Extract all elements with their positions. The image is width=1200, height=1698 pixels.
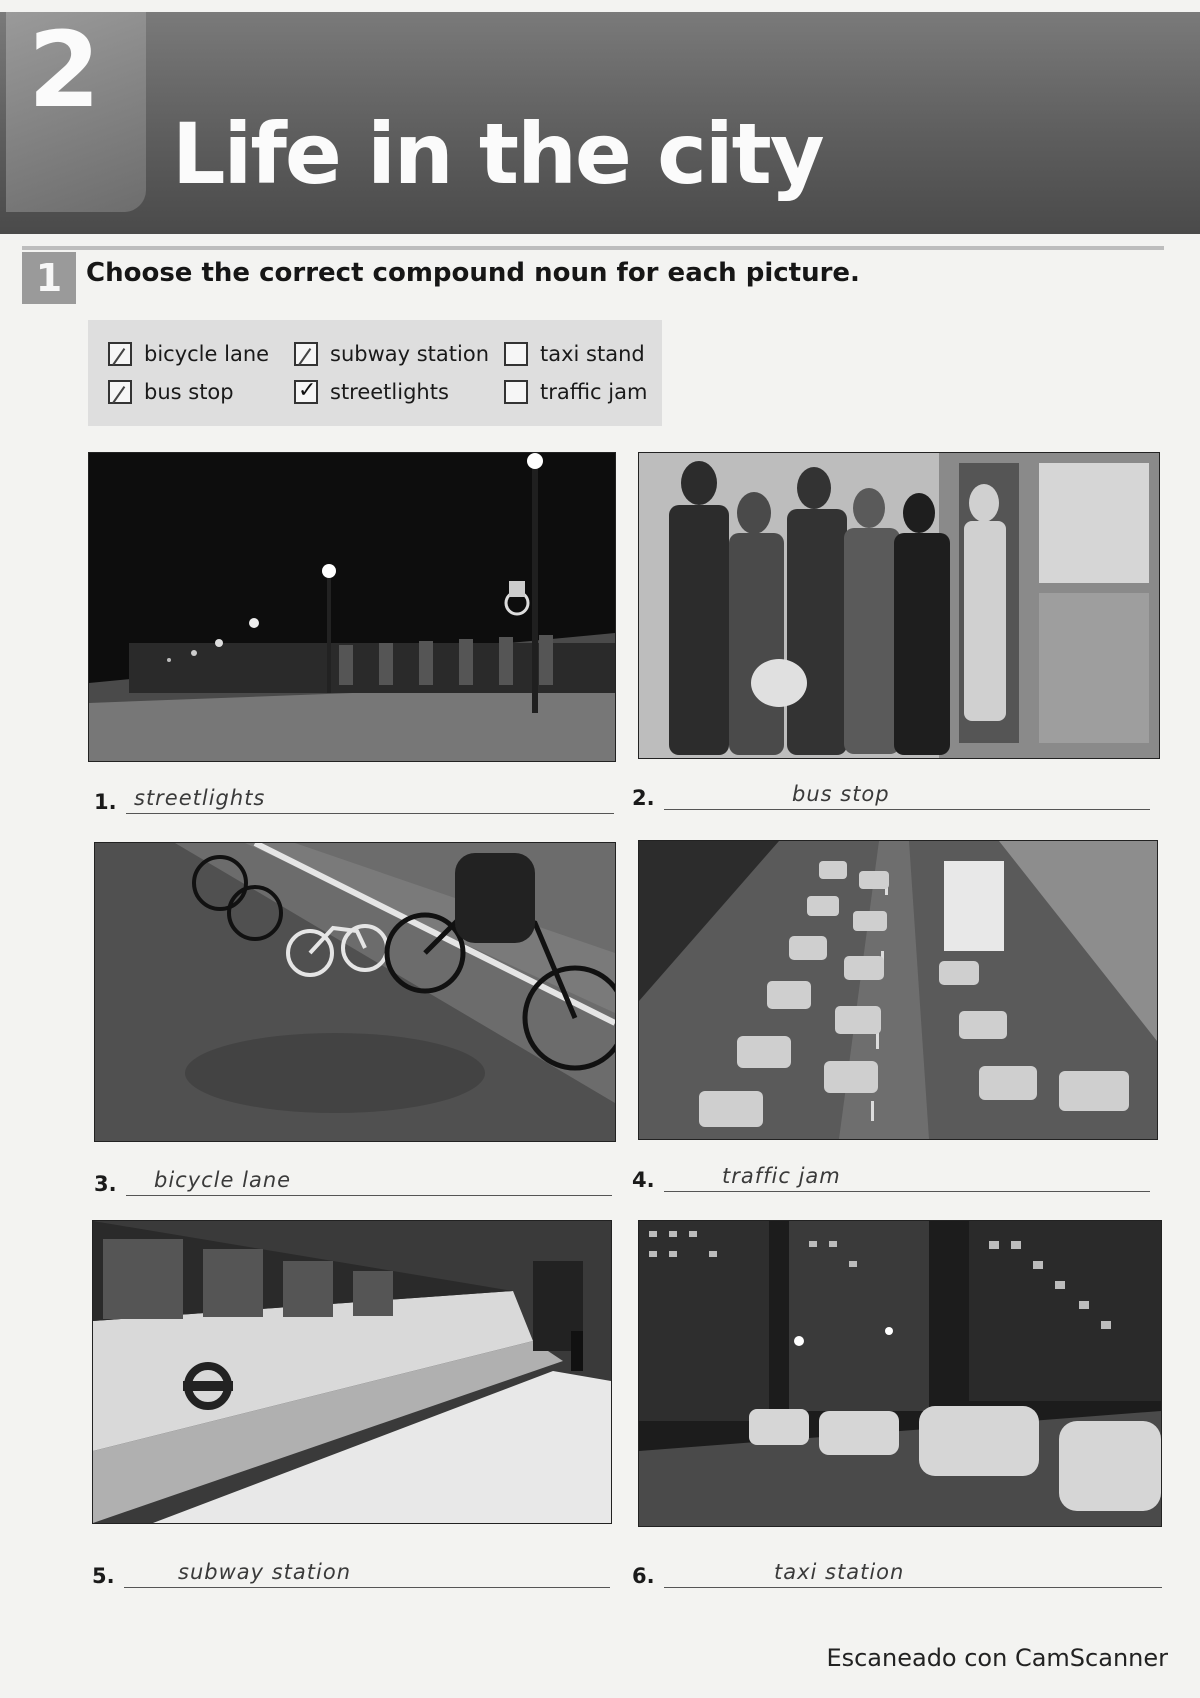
word-label: bus stop	[144, 380, 234, 404]
word-label: traffic jam	[540, 380, 648, 404]
answer-5	[92, 1552, 610, 1592]
handwritten-answer[interactable]: streetlights	[134, 786, 266, 810]
word-label: subway station	[330, 342, 489, 366]
handwritten-answer[interactable]: bicycle lane	[154, 1168, 292, 1192]
checkbox[interactable]	[294, 380, 318, 404]
section-rule	[22, 246, 1164, 250]
item-number: 6.	[632, 1564, 655, 1588]
bus-stop-image	[639, 453, 1159, 758]
streetlights-image	[89, 453, 615, 761]
bicycle-lane-image	[95, 843, 615, 1141]
word-box	[88, 320, 662, 426]
item-number: 1.	[94, 790, 117, 814]
answer-line	[664, 1587, 1162, 1588]
item-number: 3.	[94, 1172, 117, 1196]
unit-header	[0, 9, 1200, 234]
photo-traffic-jam	[638, 840, 1158, 1140]
traffic-jam-image	[639, 841, 1157, 1139]
handwritten-answer[interactable]: traffic jam	[722, 1164, 841, 1188]
exercise-instruction: Choose the correct compound noun for each picture.	[86, 258, 860, 288]
handwritten-answer[interactable]: bus stop	[792, 782, 890, 806]
photo-bicycle-lane	[94, 842, 616, 1142]
item-number: 5.	[92, 1564, 115, 1588]
unit-number: 2	[28, 9, 101, 131]
answer-2	[632, 774, 1150, 814]
handwritten-answer[interactable]: taxi station	[774, 1560, 905, 1584]
photo-taxi-stand	[638, 1220, 1162, 1527]
photo-streetlights	[88, 452, 616, 762]
word-option[interactable]	[108, 342, 269, 366]
answer-4	[632, 1156, 1150, 1196]
word-label: taxi stand	[540, 342, 645, 366]
word-option[interactable]	[504, 380, 647, 404]
checkbox[interactable]	[108, 380, 132, 404]
word-option[interactable]	[504, 342, 645, 366]
scanner-watermark: Escaneado con CamScanner	[826, 1644, 1168, 1672]
checkbox[interactable]	[294, 342, 318, 366]
answer-line	[664, 809, 1150, 810]
answer-line	[126, 813, 614, 814]
taxi-stand-image	[639, 1221, 1161, 1526]
checkbox[interactable]	[504, 342, 528, 366]
photo-bus-stop	[638, 452, 1160, 759]
answer-line	[124, 1587, 610, 1588]
item-number: 4.	[632, 1168, 655, 1192]
answer-line	[664, 1191, 1150, 1192]
answer-3	[94, 1160, 612, 1200]
word-option[interactable]	[294, 380, 449, 404]
handwritten-answer[interactable]: subway station	[178, 1560, 351, 1584]
exercise-number: 1	[22, 252, 76, 304]
answer-line	[126, 1195, 612, 1196]
checkbox[interactable]	[504, 380, 528, 404]
subway-station-image	[93, 1221, 611, 1523]
item-number: 2.	[632, 786, 655, 810]
word-option[interactable]	[108, 380, 234, 404]
word-label: streetlights	[330, 380, 449, 404]
word-option[interactable]	[294, 342, 489, 366]
checkbox[interactable]	[108, 342, 132, 366]
answer-6	[632, 1552, 1162, 1592]
answer-1	[94, 778, 614, 818]
word-label: bicycle lane	[144, 342, 270, 366]
photo-subway-station	[92, 1220, 612, 1524]
unit-title: Life in the city	[172, 105, 823, 203]
